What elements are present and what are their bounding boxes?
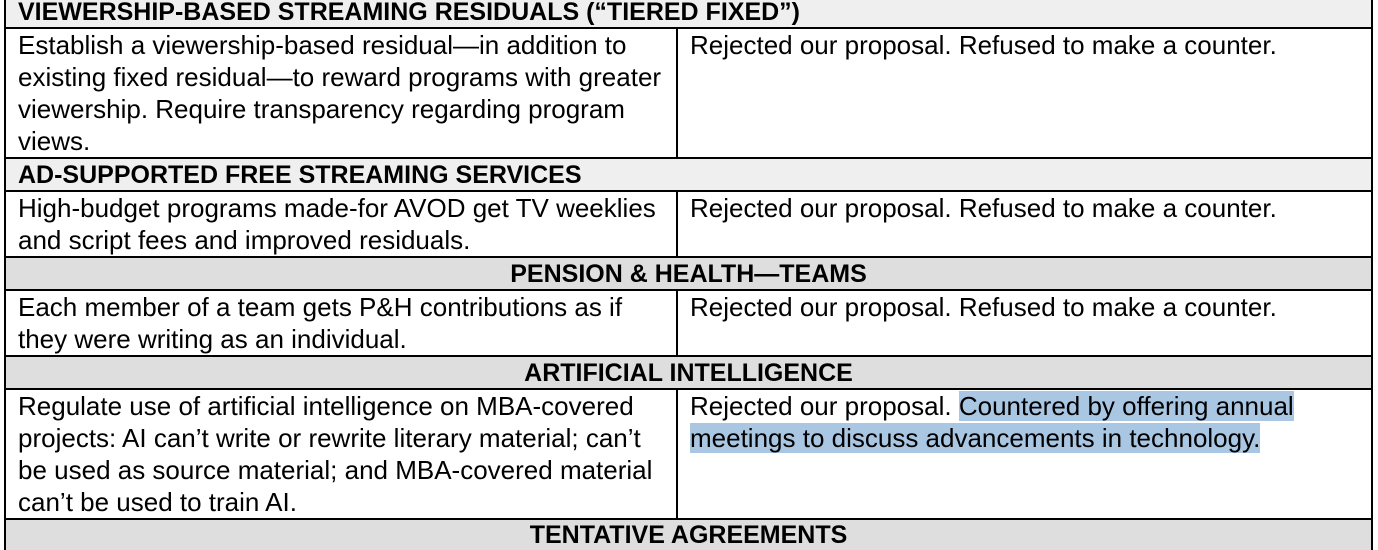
table-row bbox=[5, 28, 1372, 158]
section-heading-partial bbox=[5, 519, 1372, 550]
section-row-tentative-agreements bbox=[5, 519, 1372, 550]
response-plain-text: Rejected our proposal. bbox=[690, 391, 959, 421]
section-row-pension-health bbox=[5, 257, 1372, 290]
partial-heading-text: TENTATIVE AGREEMENTS bbox=[529, 521, 848, 549]
proposal-cell: High-budget programs made-for AVOD get TV weeklies and script fees and improved residuals. bbox=[5, 191, 677, 257]
table-row bbox=[5, 389, 1372, 519]
section-heading-ai: ARTIFICIAL INTELLIGENCE bbox=[5, 356, 1372, 389]
section-heading-avod: AD-SUPPORTED FREE STREAMING SERVICES bbox=[5, 158, 1372, 191]
response-cell bbox=[677, 389, 1372, 519]
response-cell: Rejected our proposal. Refused to make a counter. bbox=[677, 290, 1372, 356]
section-heading-pension-health: PENSION & HEALTH—TEAMS bbox=[5, 257, 1372, 290]
table-row bbox=[5, 290, 1372, 356]
section-heading-viewership: VIEWERSHIP-BASED STREAMING RESIDUALS (“TIERED FIXED”) bbox=[5, 0, 1372, 28]
response-cell: Rejected our proposal. Refused to make a counter. bbox=[677, 28, 1372, 158]
section-row-ai bbox=[5, 356, 1372, 389]
section-row-viewership bbox=[5, 0, 1372, 28]
proposal-cell: Establish a viewership-based residual—in addition to existing fixed residual—to reward programs with greater viewership. Require transparency regarding program views. bbox=[5, 28, 677, 158]
response-cell: Rejected our proposal. Refused to make a counter. bbox=[677, 191, 1372, 257]
document-page bbox=[4, 0, 1371, 550]
section-row-avod bbox=[5, 158, 1372, 191]
highlighted-text-selection[interactable]: Countered by offering annual meetings to discuss advancements in technology. bbox=[690, 391, 1294, 453]
table-row bbox=[5, 191, 1372, 257]
proposal-cell: Regulate use of artificial intelligence on MBA-covered projects: AI can’t write or rewrite literary material; can’t be used as source material; and MBA-covered material can’t be used to train AI. bbox=[5, 389, 677, 519]
proposals-table bbox=[4, 0, 1373, 550]
proposal-cell: Each member of a team gets P&H contributions as if they were writing as an individual. bbox=[5, 290, 677, 356]
